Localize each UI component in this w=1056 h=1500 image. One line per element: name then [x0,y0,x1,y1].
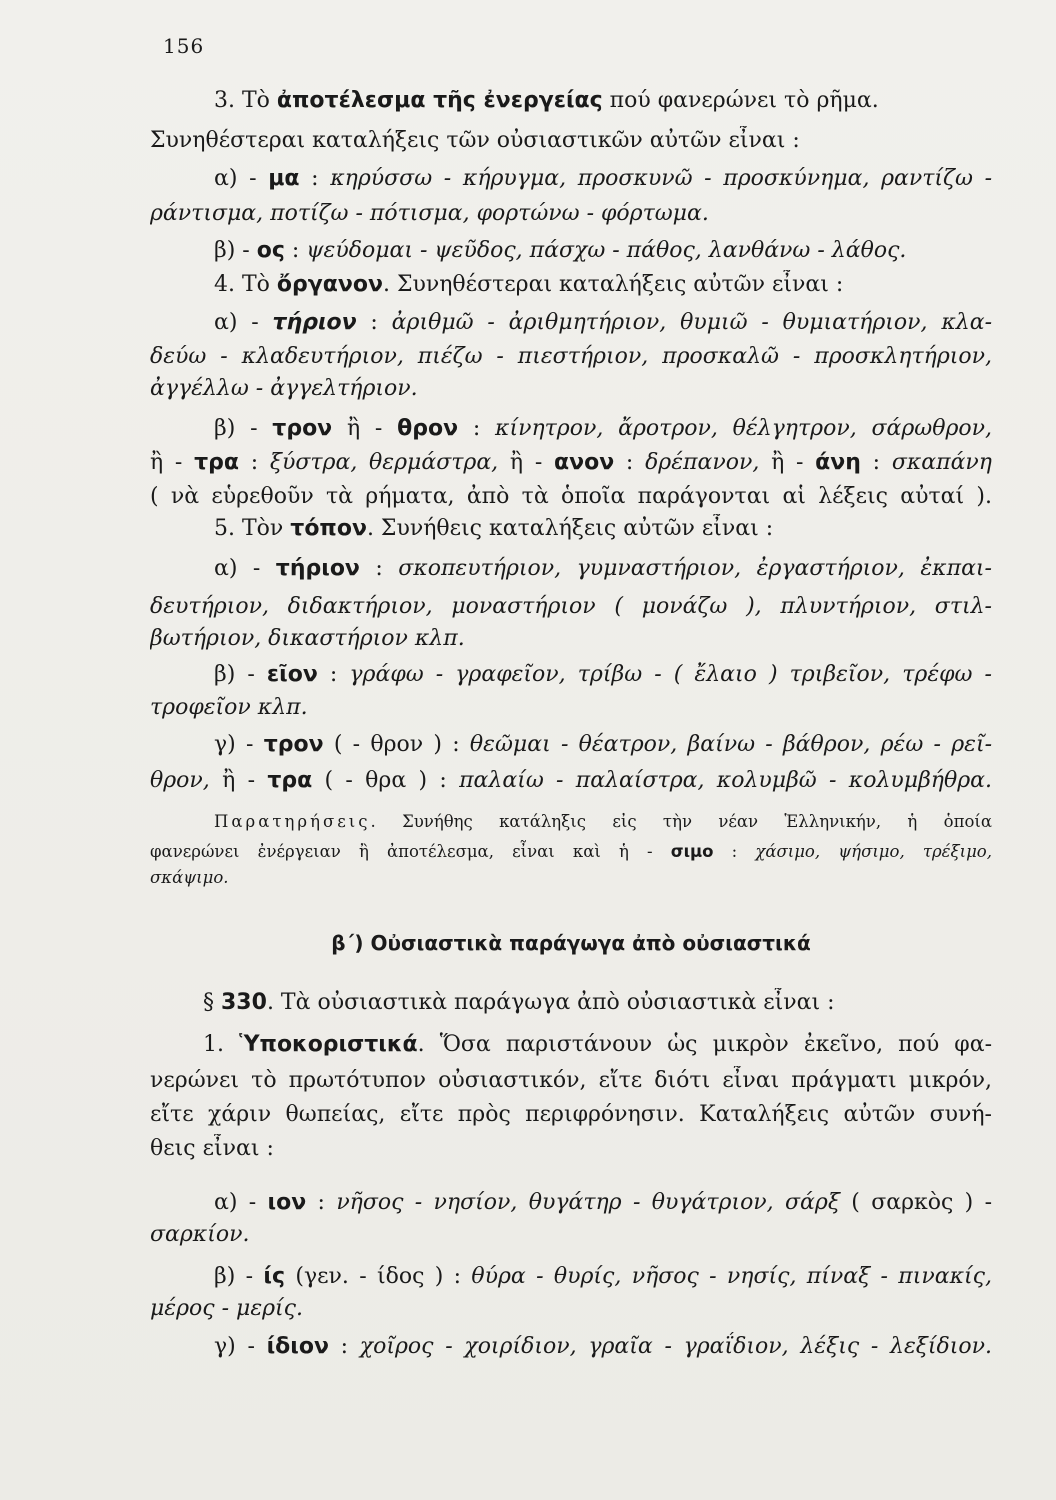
note-line: Παρατηρήσεις. Συνήθης κατάληξις εἰς τὴν νέαν Ἑλληνικήν, ἡ ὁποία [214,812,992,831]
text-line: σαρκίον. [150,1222,250,1247]
text-line: γ) - τρον ( - θρον ) : θεῶμαι - θέατρον, βαίνω - βάθρον, ρέω - ρεῖ- [214,732,992,757]
text-line: θεις εἶναι : [150,1136,274,1161]
text-line: ράντισμα, ποτίζω - πότισμα, φορτώνω - φόρτωμα. [150,201,709,226]
text-line: μέρος - μερίς. [150,1296,304,1321]
text-line: 1. Ὑποκοριστικά. Ὅσα παριστάνουν ὡς μικρὸν ἐκεῖνο, πού φα- [203,1032,992,1057]
text-line: β) - τρον ἢ - θρον : κίνητρον, ἄροτρον, θέλγητρον, σάρωθρον, [214,416,992,441]
section-5-heading: 5. Τὸν τόπον. Συνήθεις καταλήξεις αὐτῶν εἶναι : [214,516,774,541]
note-line: σκάψιμο. [150,868,229,887]
page-number: 156 [163,34,205,58]
text-line: θρον, ἢ - τρα ( - θρα ) : παλαίω - παλαίστρα, κολυμβῶ - κολυμβήθρα. [150,768,992,793]
text-line: Συνηθέστεραι καταλήξεις τῶν οὐσιαστικῶν αὐτῶν εἶναι : [150,128,800,153]
text-line: α) - ιον : νῆσος - νησίον, θυγάτηρ - θυγάτριον, σάρξ ( σαρκὸς ) - [214,1190,992,1215]
text-line: β) - ίς (γεν. - ίδος ) : θύρα - θυρίς, νῆσος - νησίς, πίναξ - πινακίς, [214,1264,992,1289]
subsection-heading: β΄) Οὐσιαστικὰ παράγωγα ἀπὸ οὐσιαστικά [331,931,811,955]
text-line: εἴτε χάριν θωπείας, εἴτε πρὸς περιφρόνησιν. Καταλήξεις αὐτῶν συνή- [150,1102,992,1127]
section-4-heading: 4. Τὸ ὄργανον. Συνηθέστεραι καταλήξεις αὐτῶν εἶναι : [214,272,844,297]
text-line: α) - μα : κηρύσσω - κήρυγμα, προσκυνῶ - προσκύνημα, ραντίζω - [214,166,992,191]
text-line: ( νὰ εὑρεθοῦν τὰ ρήματα, ἀπὸ τὰ ὁποῖα παράγονται αἱ λέξεις αὐταί ). [150,484,992,509]
text-line: α) - τήριον : ἀριθμῶ - ἀριθμητήριον, θυμιῶ - θυμιατήριον, κλα- [214,310,992,335]
text-line: ἀγγέλλω - ἀγγελτήριον. [150,376,418,401]
text-line: τροφεῖον κλπ. [150,695,308,720]
text-line: β) - εῖον : γράφω - γραφεῖον, τρίβω - ( ἔλαιο ) τριβεῖον, τρέφω - [214,662,992,687]
text-line: δευτήριον, διδακτήριον, μοναστήριον ( μονάζω ), πλυντήριον, στιλ- [150,594,992,619]
paragraph-330-heading: § 330. Τὰ οὐσιαστικὰ παράγωγα ἀπὸ οὐσιαστικὰ εἶναι : [203,990,835,1015]
text-line: δεύω - κλαδευτήριον, πιέζω - πιεστήριον, προσκαλῶ - προσκλητήριον, [150,344,992,369]
text-line: ἢ - τρα : ξύστρα, θερμάστρα, ἢ - ανον : δρέπανον, ἢ - άνη : σκαπάνη [150,450,992,475]
text-line: α) - τήριον : σκοπευτήριον, γυμναστήριον, ἐργαστήριον, ἐκπαι- [214,556,992,581]
section-3-heading: 3. Τὸ ἀποτέλεσμα τῆς ἐνεργείας πού φανερώνει τὸ ρῆμα. [214,88,879,113]
text-line: νερώνει τὸ πρωτότυπον οὐσιαστικόν, εἴτε διότι εἶναι πράγματι μικρόν, [150,1068,992,1093]
text-line: β) - ος : ψεύδομαι - ψεῦδος, πάσχω - πάθος, λανθάνω - λάθος. [214,238,907,263]
text-line: γ) - ίδιον : χοῖρος - χοιρίδιον, γραῖα - γραΐδιον, λέξις - λεξίδιον. [214,1334,992,1359]
text-line: βωτήριον, δικαστήριον κλπ. [150,626,465,651]
note-line: φανερώνει ἐνέργειαν ἢ ἀποτέλεσμα, εἶναι καὶ ἡ - σιμο : χάσιμο, ψήσιμο, τρέξιμο, [150,842,992,861]
